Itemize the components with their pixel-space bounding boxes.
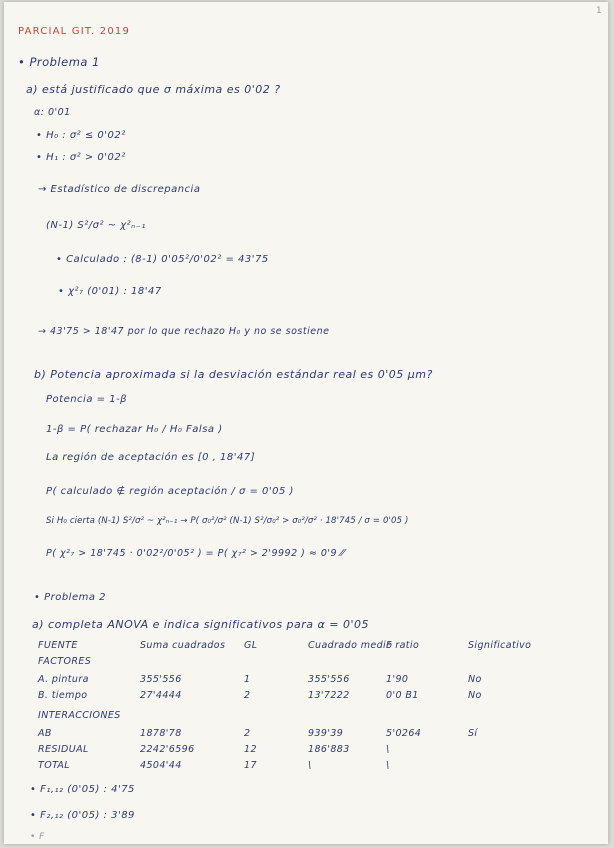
signif-cell: No (468, 674, 482, 685)
fuente-cell: A. pintura (38, 674, 89, 685)
page-number: 1 (596, 6, 603, 16)
calculado-value: • Calculado : (8-1) 0'05²/0'02² = 43'75 (56, 254, 269, 265)
fuente-cell: RESIDUAL (38, 744, 89, 755)
alpha-value: α: 0'01 (34, 107, 71, 118)
table-row (38, 744, 578, 760)
header-fuente: FUENTE (38, 640, 78, 651)
suma-cell: 27'4444 (140, 690, 182, 701)
gl-cell: 1 (244, 674, 251, 685)
problema1-heading: • Problema 1 (18, 55, 100, 69)
fratio-cell: \ (386, 760, 390, 771)
cuadrado-cell: 939'39 (308, 728, 344, 739)
uno-menos-beta: 1-β = P( rechazar H₀ / H₀ Falsa ) (46, 424, 223, 435)
page-title: PARCIAL GIT. 2019 (18, 26, 131, 37)
suma-cell: 355'556 (140, 674, 182, 685)
table-row (38, 760, 578, 776)
fuente-cell: TOTAL (38, 760, 71, 771)
p1a-conclusion: → 43'75 > 18'47 por lo que rechazo H₀ y no se sostiene (38, 326, 330, 337)
table-row (38, 656, 578, 672)
suma-cell: 4504'44 (140, 760, 182, 771)
gl-cell: 2 (244, 690, 251, 701)
table-row (38, 728, 578, 744)
gl-cell: 12 (244, 744, 257, 755)
fuente-cell: INTERACCIONES (38, 710, 121, 721)
f-critico-3-partial: • F (30, 832, 45, 842)
cuadrado-cell: 355'556 (308, 674, 350, 685)
fratio-cell: 5'0264 (386, 728, 422, 739)
p-calculado: P( calculado ∉ región aceptación / σ = 0'05 ) (46, 486, 294, 497)
si-h0-cierta: Si H₀ cierta (N-1) S²/σ² ~ χ²ₙ₋₁ → P( σ₀²/σ² (N-1) S²/σ₀² > σ₀²/σ² · 18'745 / σ = 0'05 ) (46, 516, 409, 526)
region-aceptacion: La región de aceptación es [0 , 18'47] (46, 452, 256, 463)
gl-cell: 2 (244, 728, 251, 739)
header-suma-cuadrados: Suma cuadrados (140, 640, 226, 651)
cuadrado-cell: 186'883 (308, 744, 350, 755)
h1-hypothesis: • H₁ : σ² > 0'02² (36, 152, 126, 163)
anova-header-row (38, 640, 578, 656)
fuente-cell: AB (38, 728, 52, 739)
signif-cell: No (468, 690, 482, 701)
header-f-ratio: F ratio (386, 640, 420, 651)
header-gl: GL (244, 640, 258, 651)
exam-page (4, 2, 608, 844)
fuente-cell: B. tiempo (38, 690, 88, 701)
h0-hypothesis: • H₀ : σ² ≤ 0'02² (36, 130, 126, 141)
f-critico-2: • F₂,₁₂ (0'05) : 3'89 (30, 810, 135, 821)
table-row (38, 710, 578, 726)
suma-cell: 2242'6596 (140, 744, 195, 755)
estadistico-label: → Estadístico de discrepancia (38, 184, 201, 195)
gl-cell: 17 (244, 760, 257, 771)
p2a-question: a) completa ANOVA e indica significativos para α = 0'05 (32, 618, 370, 631)
signif-cell: Sí (468, 728, 478, 739)
suma-cell: 1878'78 (140, 728, 182, 739)
critico-value: • χ²₇ (0'01) : 18'47 (58, 286, 162, 297)
fratio-cell: \ (386, 744, 390, 755)
table-row (38, 690, 578, 706)
header-significativo: Significativo (468, 640, 532, 651)
problema2-heading: • Problema 2 (34, 592, 107, 603)
header-cuadrado-medio: Cuadrado medio (308, 640, 393, 651)
fuente-cell: FACTORES (38, 656, 92, 667)
potencia-def: Potencia = 1-β (46, 394, 128, 405)
p1a-question: a) está justificado que σ máxima es 0'02 ? (26, 83, 281, 96)
fratio-cell: 1'90 (386, 674, 409, 685)
table-row (38, 674, 578, 690)
p1b-question: b) Potencia aproximada si la desviación estándar real es 0'05 μm? (34, 368, 433, 381)
cuadrado-cell: 13'7222 (308, 690, 350, 701)
estadistico-formula: (N-1) S²/σ² ~ χ²ₙ₋₁ (46, 220, 146, 231)
potencia-resultado: P( χ²₇ > 18'745 · 0'02²/0'05² ) = P( χ₇² > 2'9992 ) ≈ 0'9 ⁄⁄ (46, 548, 345, 559)
cuadrado-cell: \ (308, 760, 312, 771)
f-critico-1: • F₁,₁₂ (0'05) : 4'75 (30, 784, 135, 795)
fratio-cell: 0'0 B1 (386, 690, 419, 701)
